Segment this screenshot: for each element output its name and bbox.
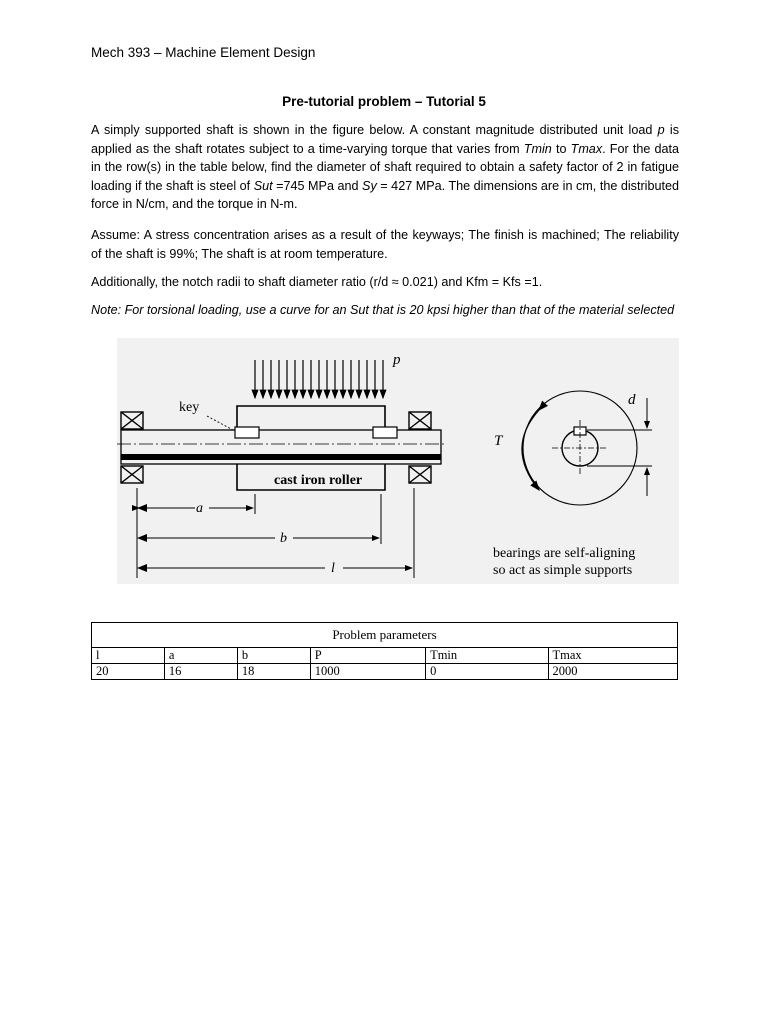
shaft-diagram [117,338,679,584]
table-row [92,664,678,680]
header-l: l [92,648,165,664]
bearing-note-line1: bearings are self-aligning [493,546,636,561]
cell-b: 18 [237,664,310,680]
header-tmin: Tmin [426,648,548,664]
bearing-right-bottom [409,466,431,483]
torque-label: T [494,433,503,449]
key-left [235,427,259,438]
header-tmax: Tmax [548,648,678,664]
dimension-b-label: b [280,531,287,546]
dimension-l-label: l [331,561,335,576]
cell-tmin: 0 [426,664,548,680]
tmax-symbol: Tmax [570,141,603,156]
distributed-load-arrows [255,360,383,398]
roller-label: cast iron roller [274,473,363,488]
problem-statement: A simply supported shaft is shown in the figure below. A constant magnitude distributed unit load p is applied as the shaft rotates subject to a time-varying torque that varies from Tmin to Tmax. For the data in the row(s) in the table below, find the diameter of shaft required to obtain a safety factor of 2 in fatigue loading if the shaft is steel of Sut =745 MPa and Sy = 427 MPa. The dimensions are in cm, the distributed force in N/cm, and the torque in N-m. [91,123,680,211]
header-a: a [164,648,237,664]
sut-symbol: Sut [253,178,273,193]
diameter-label: d [628,392,636,408]
sy-symbol: Sy [362,178,377,193]
key-label: key [179,400,200,415]
dimension-lines [137,488,414,578]
bearing-right-top [409,412,431,429]
cell-p: 1000 [310,664,425,680]
bearing-left-bottom [121,466,143,483]
tmin-symbol: Tmin [523,141,552,156]
problem-title: Pre-tutorial problem – Tutorial 5 [282,94,486,109]
cell-tmax: 2000 [548,664,678,680]
table-caption: Problem parameters [92,623,678,648]
table-header-row [92,648,678,664]
bearing-note-line2: so act as simple supports [493,563,633,578]
header-p: P [310,648,425,664]
course-header: Mech 393 – Machine Element Design [91,45,316,60]
table-caption-row [92,623,678,648]
header-b: b [237,648,310,664]
key-leader [207,416,233,430]
bearing-left-top [121,412,143,429]
cell-l: 20 [92,664,165,680]
torsion-note: Note: For torsional loading, use a curve for an Sut that is 20 kpsi higher than that of the material selected [91,303,675,317]
shaft-figure [117,338,679,584]
notch-ratio-paragraph: Additionally, the notch radii to shaft diameter ratio (r/d ≈ 0.021) and Kfm = Kfs =1. [91,275,543,289]
assumptions-paragraph: Assume: A stress concentration arises as a result of the keyways; The finish is machined; The reliability of the shaft is 99%; The shaft is at room temperature. [91,228,679,261]
load-label: p [393,352,401,368]
shaft-cross-section [522,391,652,505]
key-right [373,427,397,438]
load-symbol: p [657,123,665,137]
cell-a: 16 [164,664,237,680]
parameters-table [91,622,678,680]
dimension-a-label: a [196,501,203,516]
